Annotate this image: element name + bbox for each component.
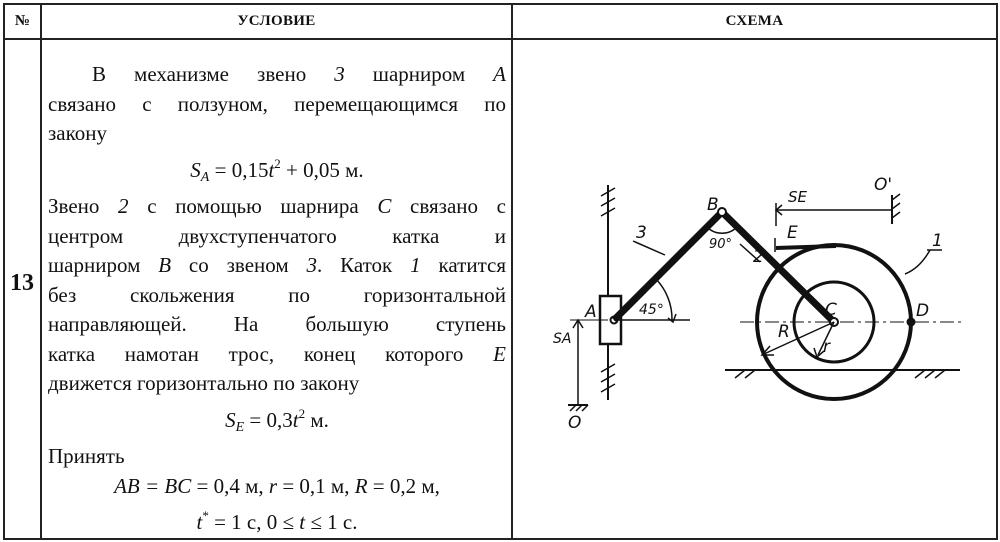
condition-line-3: закону [48,121,107,145]
num-column-divider [40,3,42,540]
label-D: D [916,301,930,321]
label-link-3: 3 [636,223,647,243]
condition-line-10: движется горизонтально по закону [48,371,360,395]
mechanism-diagram [515,40,998,540]
label-O1: O' [874,175,893,195]
label-C: C [825,300,837,320]
header-condition: УСЛОВИЕ [237,12,316,29]
condition-text [48,60,506,538]
leader-3 [633,241,665,255]
formula-se: $S_E = 0,3t^2$ м. [225,405,329,435]
label-angle-90: 90° [709,237,733,252]
condition-line-9: катка намотан трос, конец которого E [48,341,506,366]
condition-line-5: центром двухступенчатого катка и [48,223,506,248]
label-link-2: 2 [753,247,764,267]
params-line-1: AB = BC = 0,4 м, r = 0,1 м, R = 0,2 м, [114,473,440,498]
condition-line-6: шарниром B со звеном 3. Каток 1 катится [48,253,507,277]
label-sa: SA [553,331,572,347]
wall-O1-hatch [892,194,900,218]
condition-line-1: В механизме звено 3 шарниром A [92,62,506,86]
condition-line-7: без скольжения по горизонтальной [48,282,506,307]
label-E: E [787,223,798,243]
hinge-B [718,208,726,216]
angle-90-arc [707,227,737,233]
condition-column-divider [511,3,513,540]
ground-hatch [735,370,945,378]
leader-1 [905,250,930,274]
label-B: B [707,195,719,215]
link-3 [614,212,722,320]
guide-hatch-top [601,188,615,216]
header-number: № [14,12,31,29]
label-se: SE [788,188,807,206]
condition-line-4: Звено 2 с помощью шарнира C связано с [48,194,507,218]
label-R: R [778,322,790,342]
label-A: A [585,302,597,322]
point-D [908,319,915,326]
header-scheme: СХЕМА [725,12,784,29]
label-r: r [823,337,830,357]
condition-line-2: связано с ползуном, перемещающимся по [48,91,506,116]
condition-line-11: Принять [48,444,125,468]
params-line-2: t* = 1 с, 0 ≤ t ≤ 1 с. [196,508,358,534]
label-O: O [568,413,582,433]
condition-line-8: направляющей. На большую ступень [48,312,506,336]
label-angle-45: 45° [639,302,664,318]
task-number: 13 [10,270,34,296]
formula-sa: $S_A = 0,15t^2 + 0,05$ м. [190,155,364,185]
guide-hatch-bottom [601,364,615,392]
cable-E [776,246,836,248]
label-link-1: 1 [932,231,943,251]
